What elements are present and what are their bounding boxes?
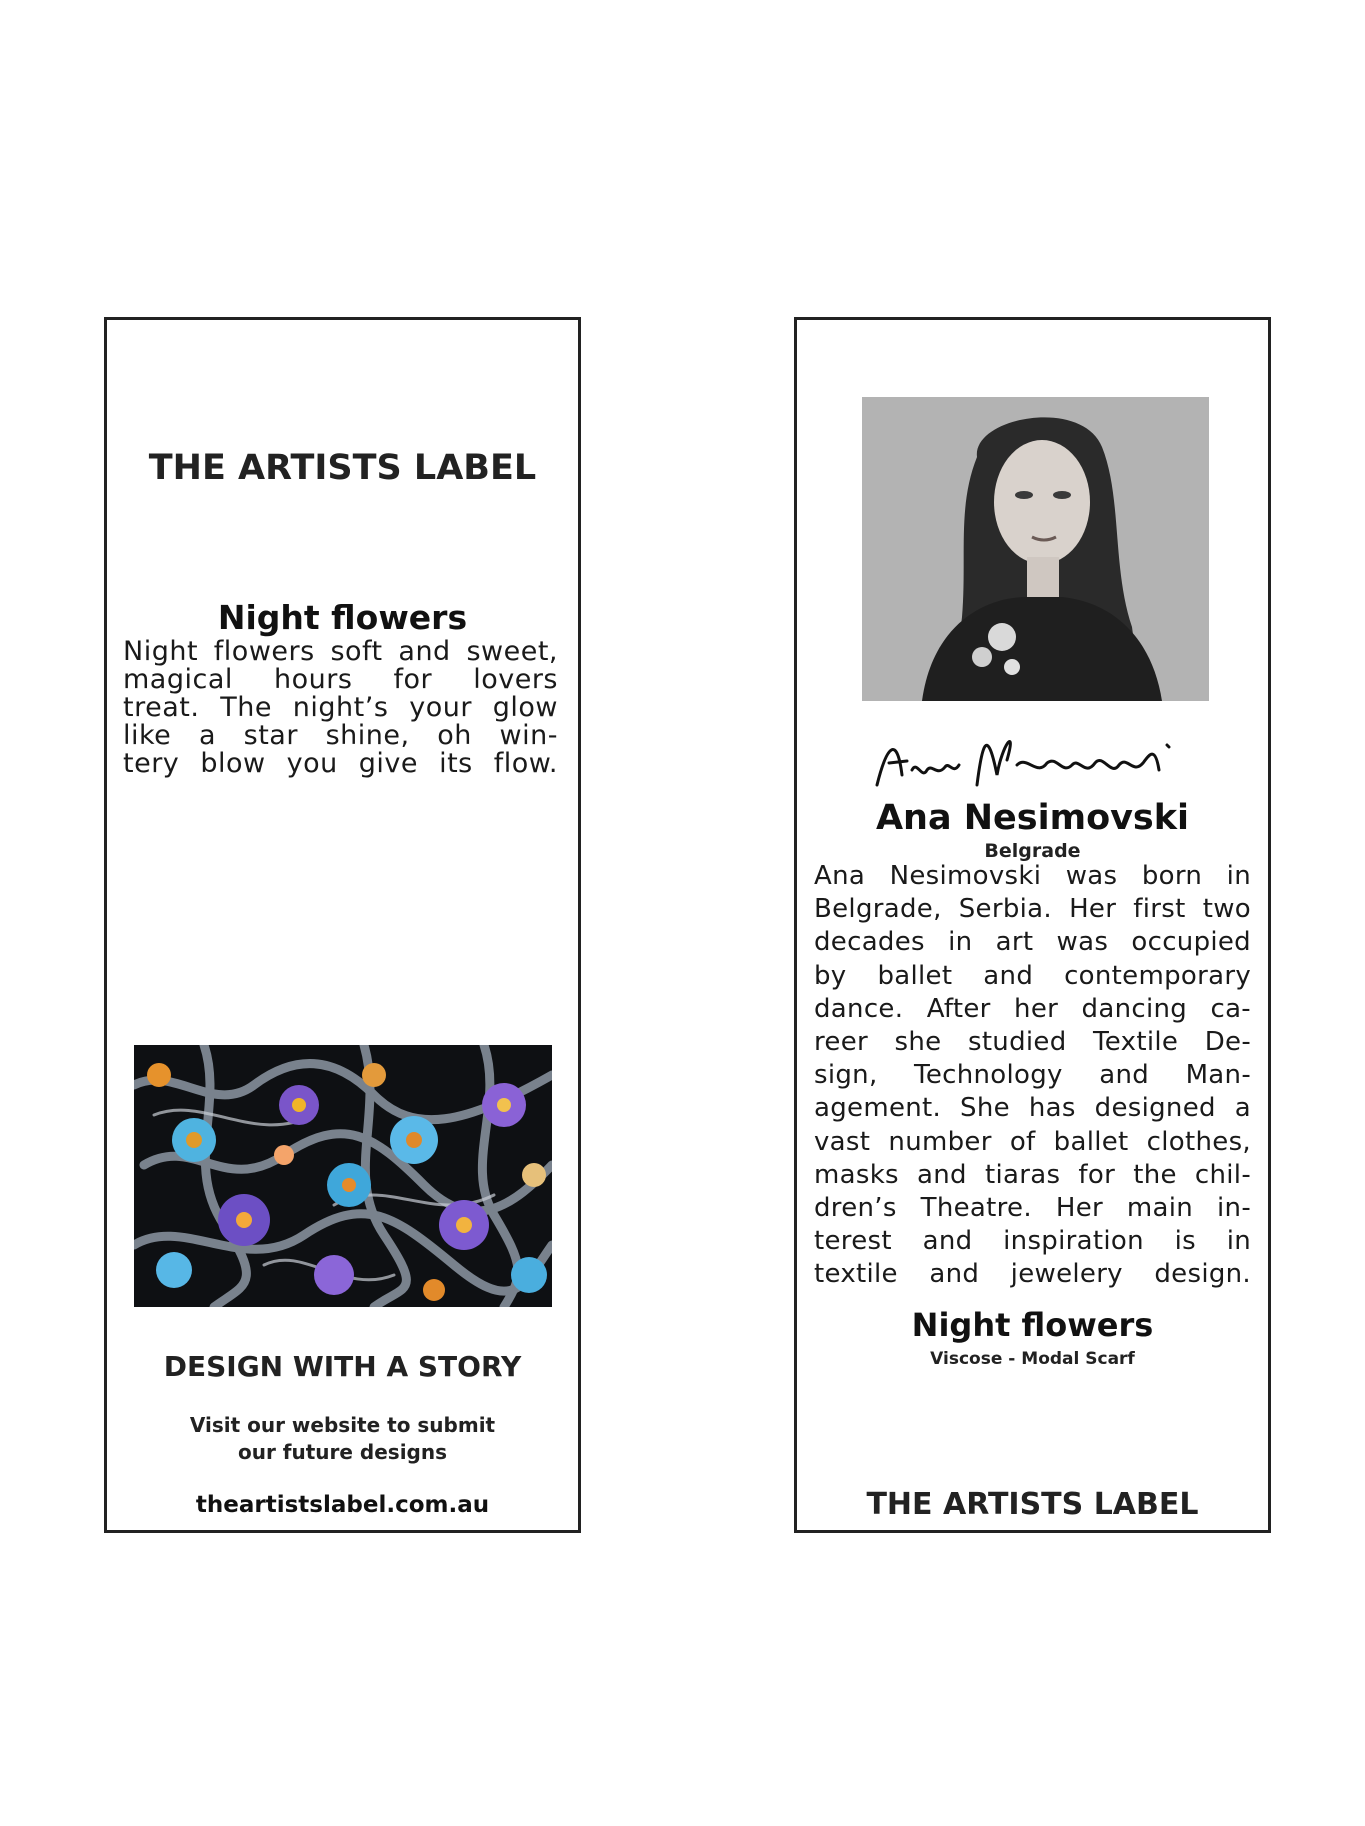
brand-title: THE ARTISTS LABEL	[866, 1487, 1199, 1522]
artist-name: Ana Nesimovski	[875, 798, 1190, 838]
poem-line: Night flowers soft and sweet,	[123, 636, 558, 667]
bio-line: vast number of ballet clothes,	[814, 1126, 1251, 1157]
design-title: Night flowers	[217, 598, 468, 637]
product-title: Night flowers	[911, 1306, 1154, 1344]
tagline: DESIGN WITH A STORY	[163, 1350, 522, 1383]
artist-portrait-photo	[862, 397, 1209, 701]
bio-line: dren’s Theatre. Her main in-	[814, 1193, 1251, 1224]
poem-line: magical hours for lovers	[123, 664, 558, 695]
night-flowers-painting	[134, 1045, 552, 1307]
website-link[interactable]: theartistslabel.com.au	[195, 1492, 490, 1518]
bio-line: decades in art was occupied	[814, 927, 1251, 958]
visit-line: Visit our website to submit	[189, 1413, 496, 1437]
right-label-card	[794, 317, 1271, 1533]
bio-line: dance. After her dancing ca-	[814, 993, 1251, 1024]
bio-line: Ana Nesimovski was born in	[814, 861, 1251, 891]
bio-line: agement. She has designed a	[814, 1093, 1251, 1124]
artist-bio	[814, 860, 1251, 1292]
bio-line: by ballet and contemporary	[814, 960, 1251, 991]
artist-signature	[867, 715, 1207, 805]
visit-line: our future designs	[237, 1440, 448, 1464]
poem-line: treat. The night’s your glow	[123, 692, 558, 723]
bio-line: masks and tiaras for the chil-	[814, 1159, 1251, 1190]
poem-line: tery blow you give its flow.	[123, 748, 558, 779]
bio-line: terest and inspiration is in	[814, 1226, 1251, 1257]
product-subtitle: Viscose - Modal Scarf	[930, 1349, 1135, 1369]
poem-line: like a star shine, oh win-	[123, 720, 558, 751]
brand-title: THE ARTISTS LABEL	[148, 448, 537, 488]
poem-text	[123, 638, 558, 778]
bio-line: sign, Technology and Man-	[814, 1060, 1251, 1091]
visit-website-text	[107, 1412, 578, 1466]
bio-line: textile and jewelery design.	[814, 1259, 1251, 1290]
left-label-card	[104, 317, 581, 1533]
bio-line: reer she studied Textile De-	[814, 1027, 1251, 1058]
artist-city: Belgrade	[984, 840, 1081, 862]
bio-line: Belgrade, Serbia. Her first two	[814, 894, 1251, 925]
